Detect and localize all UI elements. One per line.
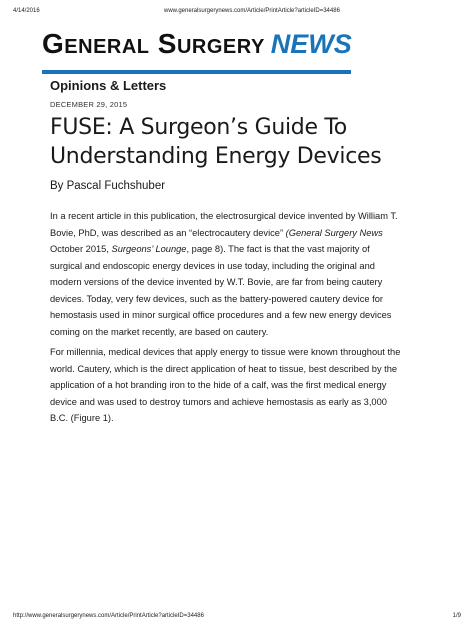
paragraph-line: For millennia, medical devices that apply energy to tissue were known throughout the <box>50 347 401 357</box>
article-date: DECEMBER 29, 2015 <box>50 100 128 109</box>
paragraph-line: device and was used to destroy tumors and achieve hemostasis as early as 3,000 <box>50 396 387 407</box>
paragraph-line: hemostasis used in minor surgical office procedures and a few new energy devices <box>50 310 392 320</box>
page-number: 1/9 <box>452 613 461 619</box>
paragraph-line: In a recent article in this publication, the electrosurgical device invented by William T. <box>50 211 398 221</box>
publication-citation: (General Surgery News <box>285 227 383 238</box>
print-header-url: www.generalsurgerynews.com/Article/PrintArticle?articleID=34486 <box>164 8 340 14</box>
paragraph-line: devices. Today, very few devices, such as the battery-powered cautery device for <box>50 293 383 304</box>
paragraph-1 <box>50 208 430 340</box>
paragraph-2 <box>50 344 430 427</box>
masthead-rule <box>42 70 351 74</box>
byline: By Pascal Fuchshuber <box>50 180 166 192</box>
print-footer-url: http://www.generalsurgerynews.com/Article/PrintArticle?articleID=34486 <box>13 613 204 619</box>
text-run: October 2015, <box>50 244 112 254</box>
text-run: , page 8). The fact is that the vast majority of <box>186 244 370 254</box>
column-citation: Surgeons’ Lounge <box>111 244 187 254</box>
paragraph-line <box>50 225 430 242</box>
paragraph-line: world. Cautery, which is the direct application of heat to tissue, best described by the <box>50 363 398 374</box>
paragraph-line: application of a hot branding iron to the hide of a calf, was the first medical energy <box>50 380 387 390</box>
paragraph-line: surgical and endoscopic energy devices in use today, including the original and <box>50 260 375 271</box>
paragraph-line: modern versions of the device invented by W.T. Bovie, are far from being cautery <box>50 277 383 287</box>
text-run: Bovie, PhD, was described as an “electrocautery device” <box>50 227 286 238</box>
article-title <box>50 113 450 171</box>
print-date: 4/14/2016 <box>13 8 40 14</box>
section-label: Opinions & Letters <box>50 78 167 93</box>
title-line: FUSE: A Surgeon’s Guide To <box>50 115 347 140</box>
masthead-name: General Surgery <box>42 28 265 59</box>
paragraph-line <box>50 241 430 258</box>
title-line: Understanding Energy Devices <box>50 144 382 169</box>
masthead-news: NEWS <box>270 29 352 59</box>
paragraph-line: B.C. (Figure 1). <box>50 413 114 423</box>
paragraph-line: coming on the market recently, are based on cautery. <box>50 326 269 337</box>
masthead-logo <box>42 30 351 76</box>
